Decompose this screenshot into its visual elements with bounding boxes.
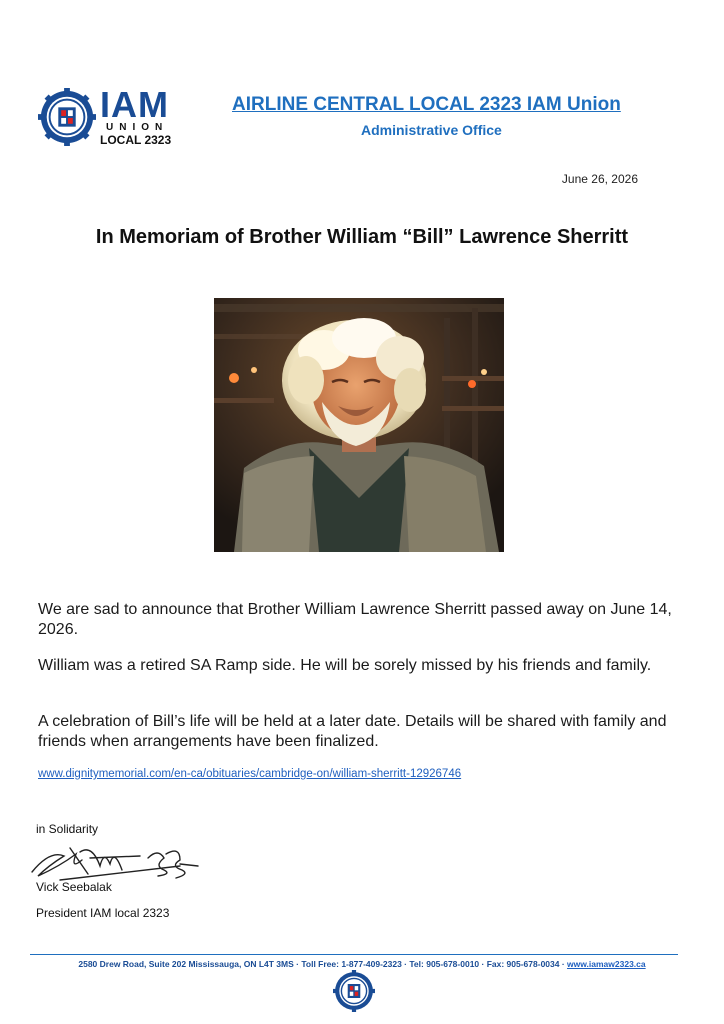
memoriam-heading: In Memoriam of Brother William “Bill” Lawrence Sherritt — [95, 226, 629, 248]
retirement-paragraph: William was a retired SA Ramp side. He will be sorely missed by his friends and family. — [38, 657, 652, 674]
logo-iam-text: IAM — [100, 84, 169, 125]
celebration-paragraph: A celebration of Bill’s life will be held at a later date. Details will be shared with family and friends when arrangements have been finalized. — [38, 713, 667, 750]
signer-title: President IAM local 2323 — [36, 906, 170, 920]
org-subtitle: Administrative Office — [361, 122, 502, 138]
signer-name: Vick Seebalak — [36, 880, 112, 894]
logo-wordmark — [100, 84, 172, 147]
footer-divider — [30, 954, 678, 955]
logo-local-text: LOCAL 2323 — [100, 133, 172, 147]
iam-gear-emblem-icon — [38, 88, 96, 146]
announcement-paragraph: We are sad to announce that Brother William Lawrence Sherritt passed away on June 14, 2026. — [38, 601, 672, 638]
footer-website-link[interactable]: www.iamaw2323.ca — [567, 959, 646, 969]
logo-union-text: UNION — [106, 122, 169, 133]
memorial-portrait-photo — [214, 298, 504, 552]
footer-contact — [0, 959, 724, 969]
closing-salutation: in Solidarity — [36, 822, 99, 836]
obituary-link[interactable]: www.dignitymemorial.com/en-ca/obituaries/cambridge-on/william-sherritt-12926746 — [38, 768, 462, 780]
org-title: AIRLINE CENTRAL LOCAL 2323 IAM Union — [232, 94, 621, 115]
iam-logo — [38, 84, 188, 152]
letter-date: June 26, 2026 — [561, 172, 638, 186]
iam-gear-emblem-icon — [333, 970, 375, 1012]
handwritten-signature — [30, 836, 200, 884]
footer-address: 2580 Drew Road, Suite 202 Mississauga, ON L4T 3MS · Toll Free: 1-877-409-2323 · Tel: 905-678-0010 · Fax: 905-678-0034 · — [78, 959, 568, 969]
